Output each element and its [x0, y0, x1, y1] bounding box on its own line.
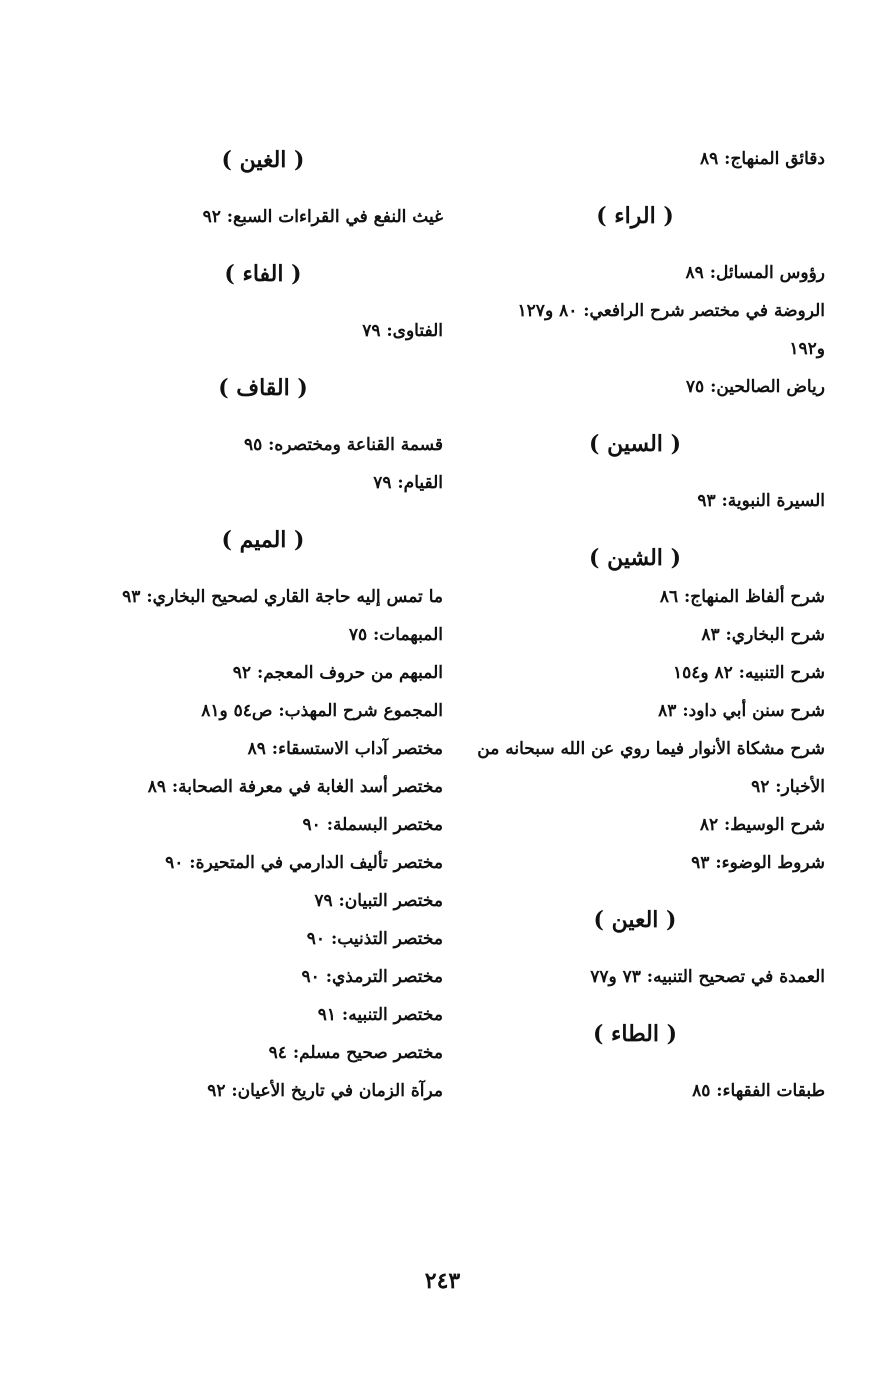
index-entry: ما تمس إليه حاجة القاري لصحيح البخاري: ٩٣	[122, 587, 443, 607]
index-entry: غيث النفع في القراءات السبع: ٩٢	[202, 207, 443, 227]
index-entry: المجموع شرح المهذب: ص٥٤ و٨١	[201, 701, 443, 721]
index-entry: شرح البخاري: ٨٣	[701, 625, 825, 645]
index-entry: دقائق المنهاج: ٨٩	[699, 149, 825, 169]
index-entry: الأخبار: ٩٢	[751, 777, 825, 797]
index-entry: شرح سنن أبي داود: ٨٣	[658, 701, 825, 721]
index-entry: مرآة الزمان في تاريخ الأعيان: ٩٢	[207, 1081, 443, 1101]
left-column	[83, 140, 443, 1110]
index-entry: رؤوس المسائل: ٨٩	[685, 263, 825, 283]
index-entry: مختصر البسملة: ٩٠	[302, 815, 443, 835]
section-heading-ayn: ( العين )	[593, 907, 677, 933]
index-entry: مختصر التبيان: ٧٩	[314, 891, 443, 911]
index-entry: طبقات الفقهاء: ٨٥	[692, 1081, 825, 1101]
index-entry: مختصر آداب الاستسقاء: ٨٩	[247, 739, 443, 759]
index-entry: مختصر صحيح مسلم: ٩٤	[268, 1043, 443, 1063]
index-entry: السيرة النبوية: ٩٣	[697, 491, 825, 511]
section-heading-mim: ( الميم )	[221, 527, 305, 553]
index-entry: شروط الوضوء: ٩٣	[691, 853, 825, 873]
section-heading-shin: ( الشين )	[589, 545, 681, 571]
section-heading-ta: ( الطاء )	[592, 1021, 678, 1047]
section-heading-ra: ( الراء )	[596, 203, 674, 229]
index-entry: شرح مشكاة الأنوار فيما روي عن الله سبحانه من	[477, 739, 825, 759]
index-entry: مختصر التذنيب: ٩٠	[306, 929, 443, 949]
index-entry: مختصر تأليف الدارمي في المتحيرة: ٩٠	[165, 853, 443, 873]
index-entry: قسمة القناعة ومختصره: ٩٥	[243, 435, 443, 455]
index-entry: شرح التنبيه: ٨٢ و١٥٤	[672, 663, 825, 683]
section-heading-sin: ( السين )	[589, 431, 681, 457]
index-entry: العمدة في تصحيح التنبيه: ٧٣ و٧٧	[590, 967, 825, 987]
index-entry: رياض الصالحين: ٧٥	[685, 377, 825, 397]
index-entry: الفتاوى: ٧٩	[362, 321, 443, 341]
index-entry: شرح الوسيط: ٨٢	[699, 815, 825, 835]
index-entry: و١٩٢	[789, 339, 825, 359]
section-heading-ghayn: ( الغين )	[221, 147, 305, 173]
index-entry: شرح ألفاظ المنهاج: ٨٦	[659, 587, 825, 607]
index-entry: القيام: ٧٩	[373, 473, 443, 493]
right-column	[445, 140, 825, 1110]
index-entry: مختصر الترمذي: ٩٠	[301, 967, 443, 987]
section-heading-fa: ( الفاء )	[224, 261, 302, 287]
index-entry: مختصر التنبيه: ٩١	[317, 1005, 443, 1025]
section-heading-qaf: ( القاف )	[218, 375, 308, 401]
page-number: ٢٤٣	[424, 1268, 461, 1294]
index-entry: المبهم من حروف المعجم: ٩٢	[232, 663, 443, 683]
index-entry: المبهمات: ٧٥	[348, 625, 443, 645]
index-entry: الروضة في مختصر شرح الرافعي: ٨٠ و١٢٧	[517, 301, 825, 321]
index-entry: مختصر أسد الغابة في معرفة الصحابة: ٨٩	[147, 777, 443, 797]
